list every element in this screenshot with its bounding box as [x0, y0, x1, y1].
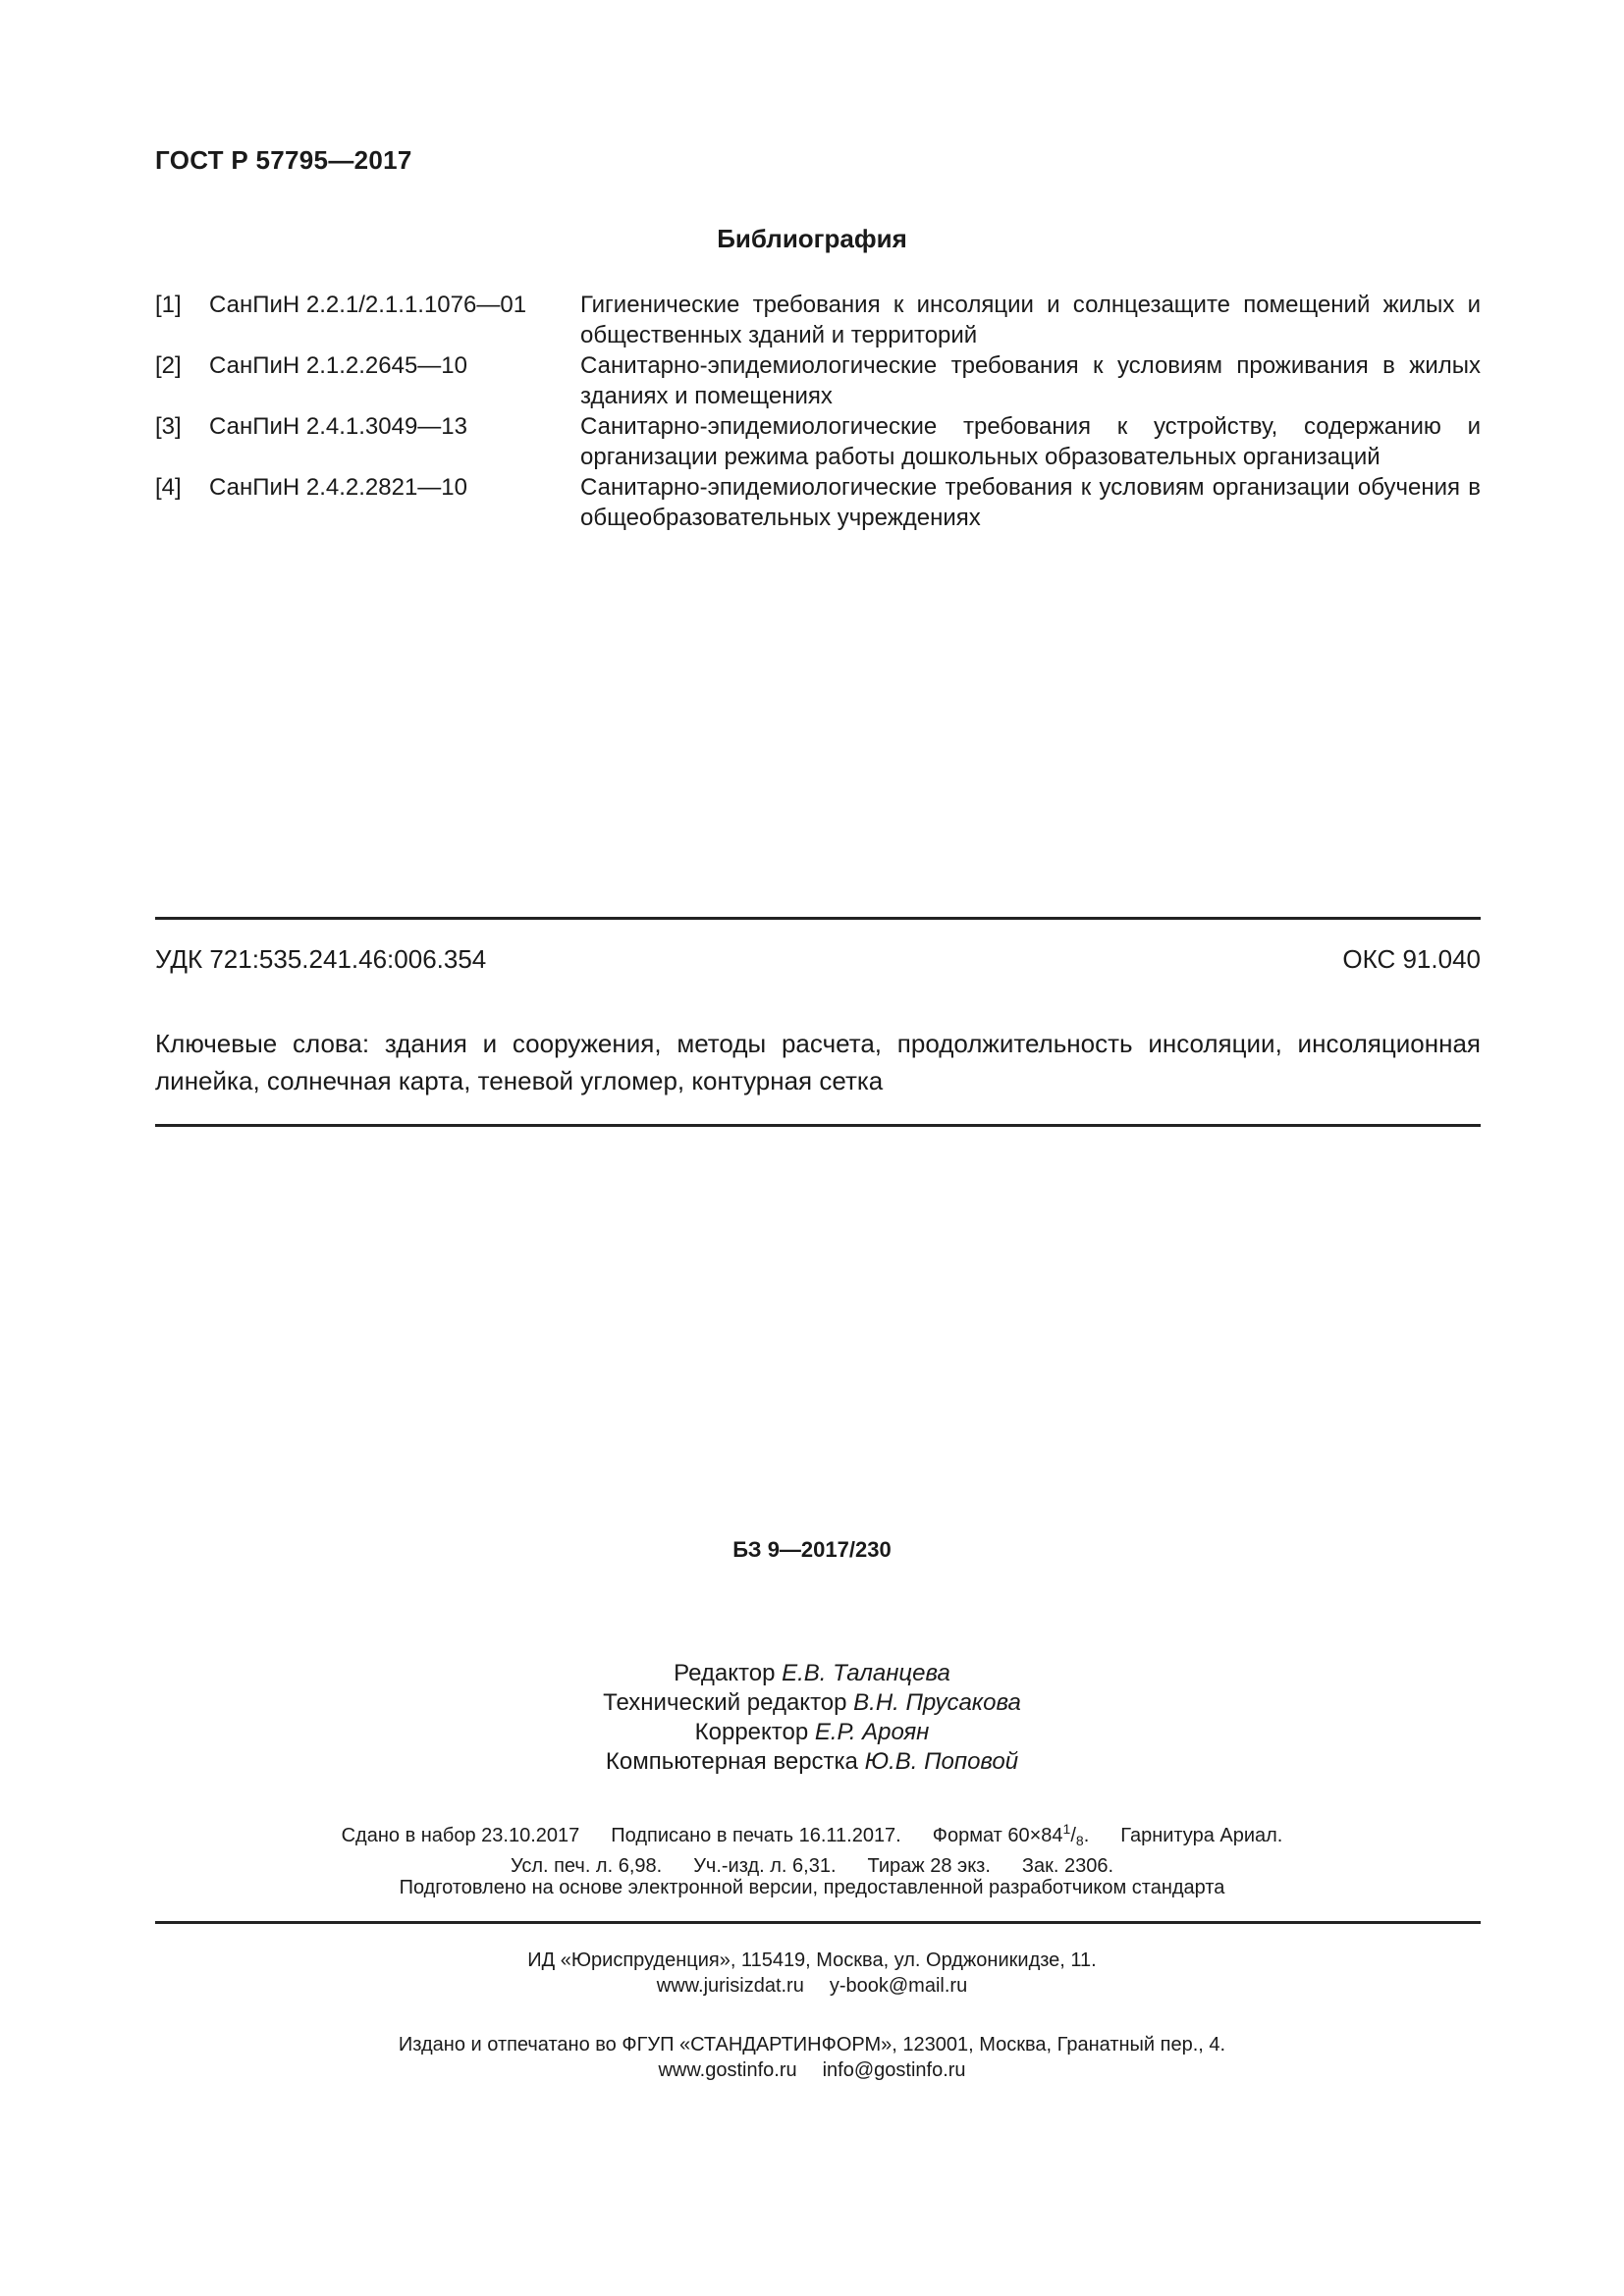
entry-code: СанПиН 2.2.1/2.1.1.1076—01 — [209, 292, 527, 318]
udk-code: УДК 721:535.241.46:006.354 — [155, 944, 487, 974]
typeface: Гарнитура Ариал. — [1120, 1825, 1283, 1846]
entry-title: Санитарно-эпидемиологические требования к условиям проживания в жилых зданиях и помещениях — [580, 352, 1481, 409]
entry-title: Санитарно-эпидемиологические требования к устройству, содержанию и организации режима работы дошкольных образовательных организаций — [580, 413, 1481, 470]
entry-code: СанПиН 2.4.2.2821—10 — [209, 474, 467, 501]
entry-code: СанПиН 2.1.2.2645—10 — [209, 352, 467, 379]
submitted-date: Сдано в набор 23.10.2017 — [341, 1825, 580, 1846]
divider-keywords — [155, 1124, 1481, 1127]
credit-name: Ю.В. Поповой — [864, 1748, 1019, 1775]
entry-number: [3] — [155, 413, 182, 440]
signed-date: Подписано в печать 16.11.2017. — [611, 1825, 901, 1846]
entry-number: [2] — [155, 352, 182, 379]
standard-code-header: ГОСТ Р 57795—2017 — [155, 145, 412, 175]
oks-code: ОКС 91.040 — [1342, 944, 1481, 974]
entry-number: [1] — [155, 292, 182, 318]
credit-role: Компьютерная верстка — [605, 1748, 858, 1775]
bibliography-entry — [155, 350, 1481, 411]
credit-line — [0, 1747, 1624, 1777]
print-run: Тираж 28 экз. — [867, 1855, 991, 1877]
credit-role: Корректор — [694, 1719, 809, 1745]
credit-name: В.Н. Прусакова — [853, 1689, 1021, 1716]
bibliography-title: Библиография — [717, 224, 907, 253]
prepared-note: Подготовлено на основе электронной версии, предоставленной разработчиком стандарта — [399, 1877, 1225, 1898]
bz-number: БЗ 9—2017/230 — [732, 1537, 892, 1562]
credit-name: Е.Р. Ароян — [814, 1719, 930, 1745]
printer-email-link[interactable]: info@gostinfo.ru — [822, 2059, 966, 2081]
credits-block — [0, 1659, 1624, 1777]
bibliography-list — [155, 290, 1481, 533]
divider-top — [155, 917, 1481, 920]
credit-role: Технический редактор — [603, 1689, 847, 1716]
credit-line — [0, 1688, 1624, 1718]
entry-code: СанПиН 2.4.1.3049—13 — [209, 413, 467, 440]
publisher-block — [0, 1948, 1624, 1999]
print-info — [0, 1816, 1624, 1879]
entry-title: Санитарно-эпидемиологические требования к условиям организации обучения в общеобразовательных учреждениях — [580, 474, 1481, 531]
credit-line — [0, 1659, 1624, 1688]
credit-role: Редактор — [674, 1660, 776, 1686]
entry-title: Гигиенические требования к инсоляции и солнцезащите помещений жилых и общественных зданий и территорий — [580, 292, 1481, 348]
order-number: Зак. 2306. — [1021, 1855, 1114, 1877]
bibliography-entry — [155, 472, 1481, 533]
bibliography-entry — [155, 411, 1481, 472]
bibliography-entry — [155, 290, 1481, 350]
entry-number: [4] — [155, 474, 182, 501]
print-line-2 — [0, 1853, 1624, 1879]
keywords: Ключевые слова: здания и сооружения, методы расчета, продолжительность инсоляции, инсоляционная линейка, солнечная карта, теневой угломер, контурная сетка — [155, 1029, 1481, 1095]
printer-address: Издано и отпечатано во ФГУП «СТАНДАРТИНФОРМ», 123001, Москва, Гранатный пер., 4. — [398, 2034, 1226, 2056]
credit-name: Е.В. Таланцева — [782, 1660, 950, 1686]
publisher-email-link[interactable]: y-book@mail.ru — [829, 1975, 968, 1997]
divider-bottom — [155, 1921, 1481, 1924]
printer-contacts — [0, 2057, 1624, 2083]
printed-sheets: Усл. печ. л. 6,98. — [510, 1855, 663, 1877]
publisher-contacts — [0, 1973, 1624, 1999]
credit-line — [0, 1718, 1624, 1747]
paper-format: Формат $60\times 84^1/_8$. — [932, 1821, 1090, 1848]
printer-block — [0, 2032, 1624, 2083]
print-line-1 — [0, 1816, 1624, 1853]
publisher-address: ИД «Юриспруденция», 115419, Москва, ул. Орджоникидзе, 11. — [527, 1949, 1097, 1971]
publisher-site-link[interactable]: www.jurisizdat.ru — [656, 1975, 804, 1997]
printer-site-link[interactable]: www.gostinfo.ru — [658, 2059, 797, 2081]
publishing-sheets: Уч.-изд. л. 6,31. — [693, 1855, 837, 1877]
